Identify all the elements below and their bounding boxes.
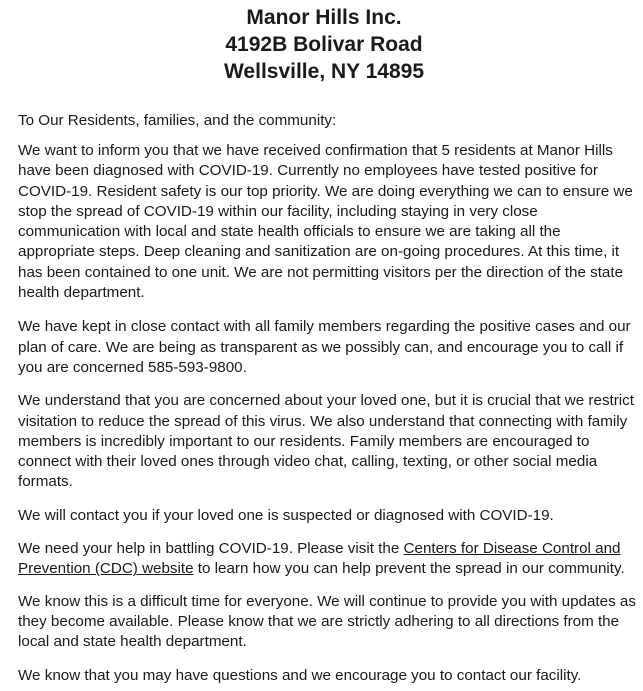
paragraph-updates: We know this is a difficult time for everyone. We will continue to provide you with updates as they become available. Please know that we are strictly adhering to all directions from the local and state health department. — [18, 592, 636, 651]
letterhead — [12, 4, 636, 85]
paragraph-confirmation: We want to inform you that we have received confirmation that 5 residents at Manor Hills have been diagnosed with COVID-19. Currently no employees have tested positive for COVID-19. Resident safety is our top priority. We are doing everything we can to ensure we stop the spread of COVID-19 within our facility, including staying in very close communication with local and state health officials to ensure we are taking all the appropriate steps. Deep cleaning and sanitization are on-going procedures. At this time, it has been contained to one unit. We are not permitting visitors per the direction of the state health department. — [18, 142, 633, 302]
paragraph-contact: We have kept in close contact with all family members regarding the positive cases and our plan of care. We are being as transparent as we possibly can, and encourage you to call if you are concerned 585-593-9800. — [18, 318, 631, 376]
paragraph-cdc — [18, 539, 636, 580]
cdc-website-link[interactable]: Centers for Disease Control and Prevention (CDC) website — [18, 540, 621, 578]
cdc-text-after: to learn how you can help prevent the spread in our community. — [193, 560, 625, 578]
salutation: To Our Residents, families, and the community: — [18, 112, 337, 129]
city-state-zip: Wellsville, NY 14895 — [223, 60, 425, 83]
paragraph-questions: We know that you may have questions and we encourage you to contact our facility. — [18, 666, 582, 684]
paragraph-visitation: We understand that you are concerned about your loved one, but it is crucial that we restrict visitation to reduce the spread of this virus. We also understand that connecting with family members is incredibly important to our residents. Family members are encouraged to connect with their loved ones through video chat, calling, texting, or other social media formats. — [18, 392, 634, 491]
letter — [18, 4, 636, 686]
paragraph-notification: We will contact you if your loved one is suspected or diagnosed with COVID-19. — [18, 506, 554, 524]
cdc-text-before: We need your help in battling COVID-19. Please visit the — [18, 540, 404, 558]
street-address: 4192B Bolivar Road — [225, 33, 423, 56]
company-name: Manor Hills Inc. — [246, 6, 402, 29]
